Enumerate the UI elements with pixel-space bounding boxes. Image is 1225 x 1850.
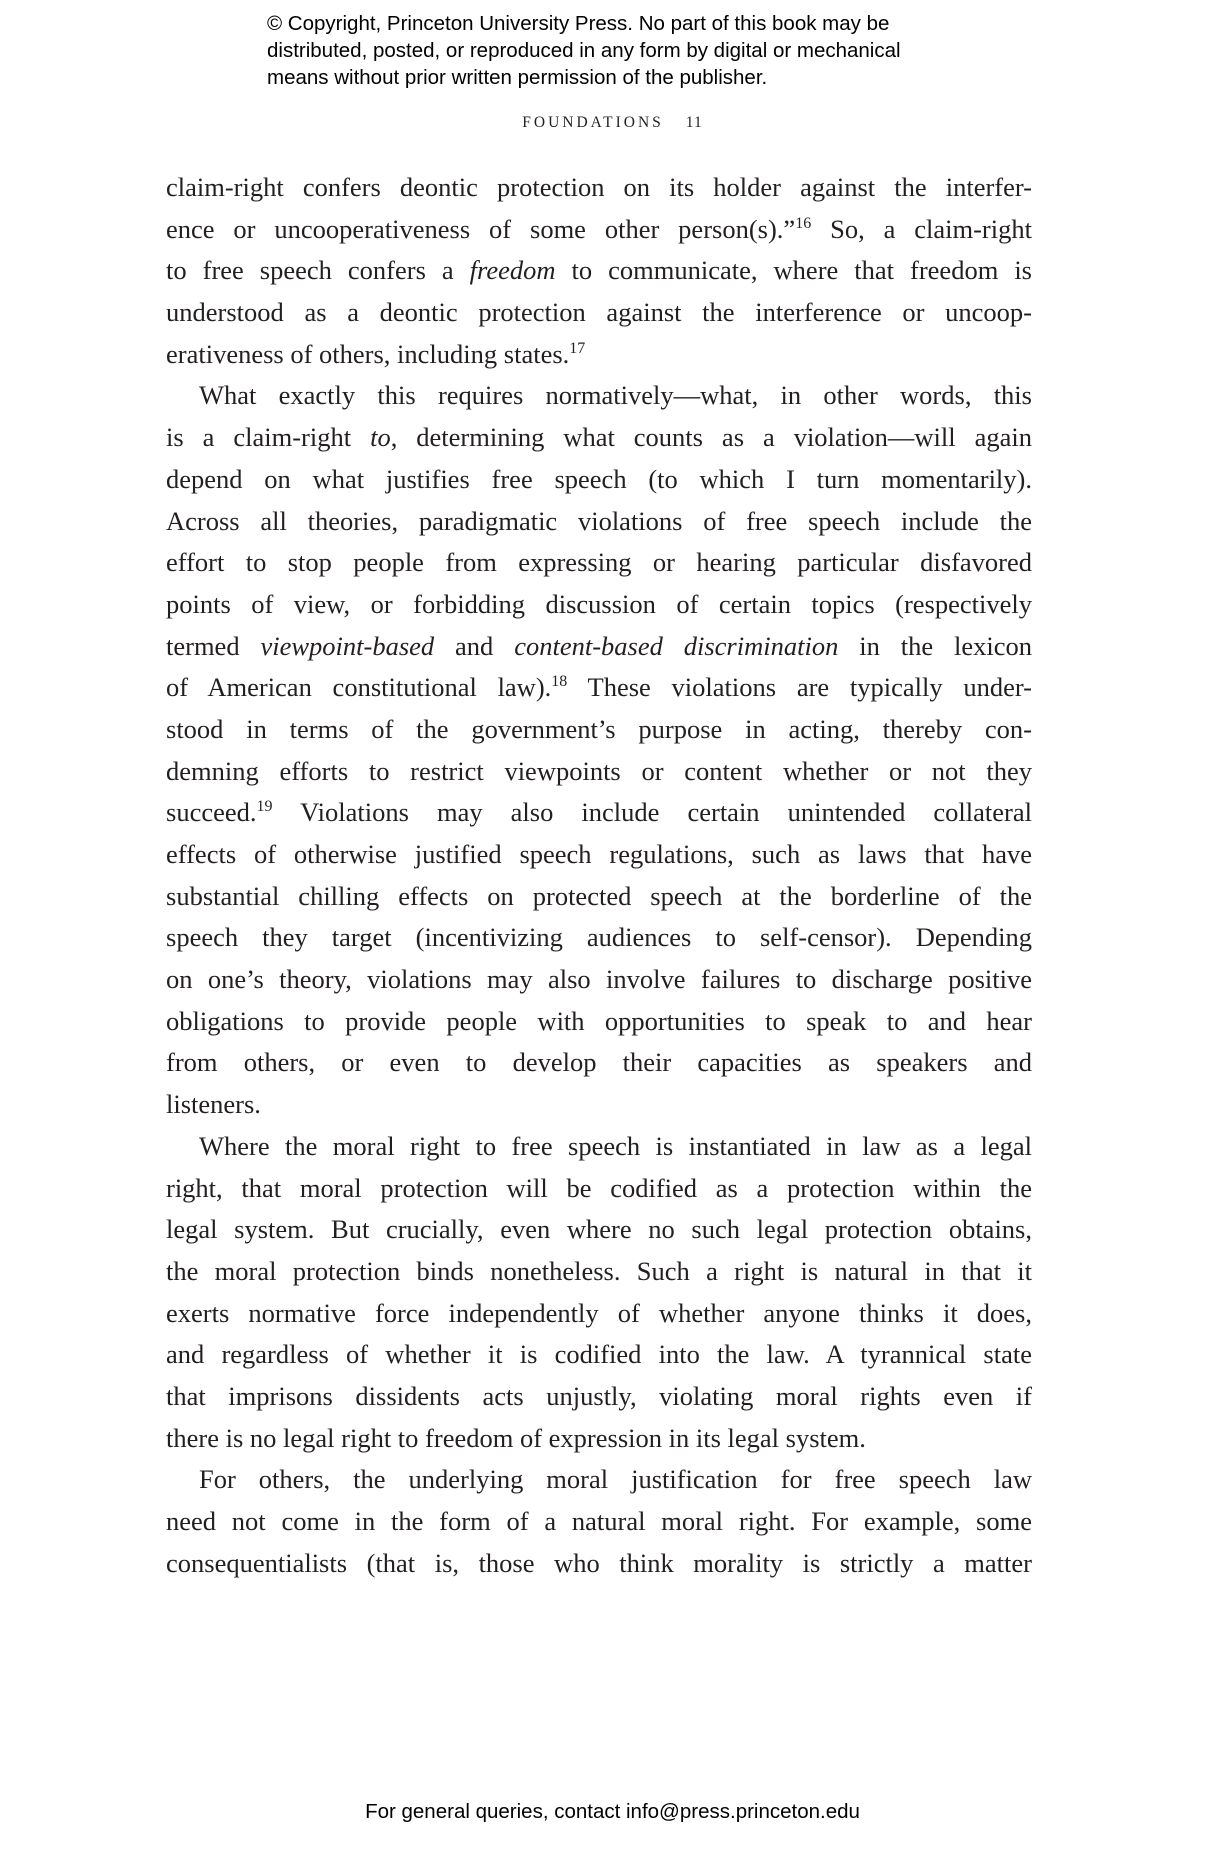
text-segment: points of view, or forbidding discussion of certain topics (respectively: [166, 588, 1032, 619]
text-segment: legal system. But crucially, even where no such legal protection obtains,: [166, 1214, 1032, 1245]
text-line: [166, 1334, 1032, 1376]
text-segment: of American constitutional law).: [166, 672, 552, 703]
text-line: [166, 1543, 1032, 1585]
text-line: [166, 167, 1032, 209]
text-segment: to communicate, where that freedom is: [555, 255, 1032, 286]
italic-text: viewpoint-based: [260, 630, 435, 661]
copyright-line: © Copyright, Princeton University Press. No part of this book may be: [267, 12, 890, 35]
text-segment: ence or uncooperativeness of some other person(s).”: [166, 213, 796, 244]
text-line: [166, 501, 1032, 543]
text-line: [166, 1084, 1032, 1126]
text-segment: on one’s theory, violations may also involve failures to discharge positive: [166, 964, 1032, 995]
footnote-ref: 17: [569, 339, 586, 357]
text-segment: understood as a deontic protection against the interference or uncoop-: [166, 297, 1032, 328]
text-segment: from others, or even to develop their capacities as speakers and: [166, 1047, 1032, 1078]
text-segment: Across all theories, paradigmatic violations of free speech include the: [166, 505, 1032, 536]
text-line: [166, 834, 1032, 876]
text-line: [166, 1251, 1032, 1293]
copyright-line: means without prior written permission of the publisher.: [267, 66, 768, 89]
italic-text: content-based discrimination: [514, 630, 839, 661]
footnote-ref: 16: [795, 214, 812, 232]
text-line: [166, 876, 1032, 918]
text-segment: So, a claim-right: [811, 213, 1032, 244]
running-head-title: FOUNDATIONS: [522, 114, 664, 131]
text-line: [166, 1501, 1032, 1543]
text-segment: to free speech confers a: [166, 255, 470, 286]
text-segment: that imprisons dissidents acts unjustly, violating moral rights even if: [166, 1380, 1032, 1411]
page-number: 11: [685, 114, 703, 131]
text-line: [166, 1168, 1032, 1210]
text-segment: and: [434, 630, 515, 661]
text-segment: succeed.: [166, 797, 257, 828]
text-segment: Violations may also include certain unintended collateral: [272, 797, 1032, 828]
text-line: [166, 584, 1032, 626]
footer-contact: For general queries, contact info@press.princeton.edu: [365, 1800, 860, 1823]
text-segment: claim-right confers deontic protection on its holder against the interfer-: [166, 172, 1032, 202]
footnote-ref: 18: [551, 673, 568, 691]
text-segment: substantial chilling effects on protected speech at the borderline of the: [166, 880, 1032, 911]
text-segment: , determining what counts as a violation—will again: [390, 422, 1032, 453]
text-segment: there is no legal right to freedom of expression in its legal system.: [166, 1422, 866, 1453]
copyright-notice: [267, 10, 1027, 91]
text-segment: right, that moral protection will be codified as a protection within the: [166, 1172, 1032, 1203]
text-line: [166, 1459, 1032, 1501]
text-segment: What exactly this requires normatively—what, in other words, this: [199, 380, 1032, 411]
text-line: [166, 375, 1032, 417]
text-line: [166, 667, 1032, 709]
text-segment: erativeness of others, including states.: [166, 338, 570, 369]
text-segment: in the lexicon: [838, 630, 1032, 661]
text-segment: need not come in the form of a natural moral right. For example, some: [166, 1506, 1032, 1536]
text-segment: stood in terms of the government’s purpose in acting, thereby con-: [166, 713, 1032, 744]
text-line: [166, 417, 1032, 459]
text-line: [166, 792, 1032, 834]
text-line: [166, 1126, 1032, 1168]
text-segment: These violations are typically under-: [567, 672, 1032, 703]
text-line: [166, 709, 1032, 751]
text-segment: listeners.: [166, 1089, 261, 1120]
text-line: [166, 1418, 1032, 1460]
text-line: [166, 1042, 1032, 1084]
text-segment: the moral protection binds nonetheless. Such a right is natural in that it: [166, 1255, 1032, 1286]
text-line: [166, 250, 1032, 292]
text-line: [166, 292, 1032, 334]
text-line: [166, 751, 1032, 793]
text-line: [166, 1001, 1032, 1043]
copyright-line: distributed, posted, or reproduced in any form by digital or mechanical: [267, 39, 901, 62]
text-line: [166, 626, 1032, 668]
text-segment: demning efforts to restrict viewpoints or content whether or not they: [166, 755, 1032, 786]
text-line: [166, 1209, 1032, 1251]
text-line: [166, 959, 1032, 1001]
text-line: [166, 542, 1032, 584]
running-head: [0, 114, 1225, 132]
text-segment: effects of otherwise justified speech regulations, such as laws that have: [166, 839, 1032, 869]
text-line: [166, 1376, 1032, 1418]
text-segment: obligations to provide people with opportunities to speak to and hear: [166, 1005, 1032, 1036]
text-segment: effort to stop people from expressing or hearing particular disfavored: [166, 547, 1032, 578]
text-segment: speech they target (incentivizing audiences to self-censor). Depending: [166, 922, 1032, 953]
text-line: [166, 1293, 1032, 1335]
text-segment: For others, the underlying moral justification for free speech law: [199, 1464, 1032, 1495]
text-line: [166, 459, 1032, 501]
text-line: [166, 209, 1032, 251]
text-segment: exerts normative force independently of whether anyone thinks it does,: [166, 1297, 1032, 1328]
text-line: [166, 917, 1032, 959]
text-segment: depend on what justifies free speech (to which I turn momentarily).: [166, 463, 1032, 494]
text-line: [166, 334, 1032, 376]
text-segment: and regardless of whether it is codified into the law. A tyrannical state: [166, 1339, 1032, 1370]
footnote-ref: 19: [256, 798, 273, 816]
text-segment: consequentialists (that is, those who think morality is strictly a matter: [166, 1547, 1032, 1578]
body-text: [166, 167, 1032, 1584]
text-segment: is a claim-right: [166, 422, 371, 453]
text-segment: Where the moral right to free speech is instantiated in law as a legal: [199, 1130, 1032, 1161]
italic-text: freedom: [469, 255, 556, 286]
italic-text: to: [370, 422, 391, 453]
text-segment: termed: [166, 630, 261, 661]
